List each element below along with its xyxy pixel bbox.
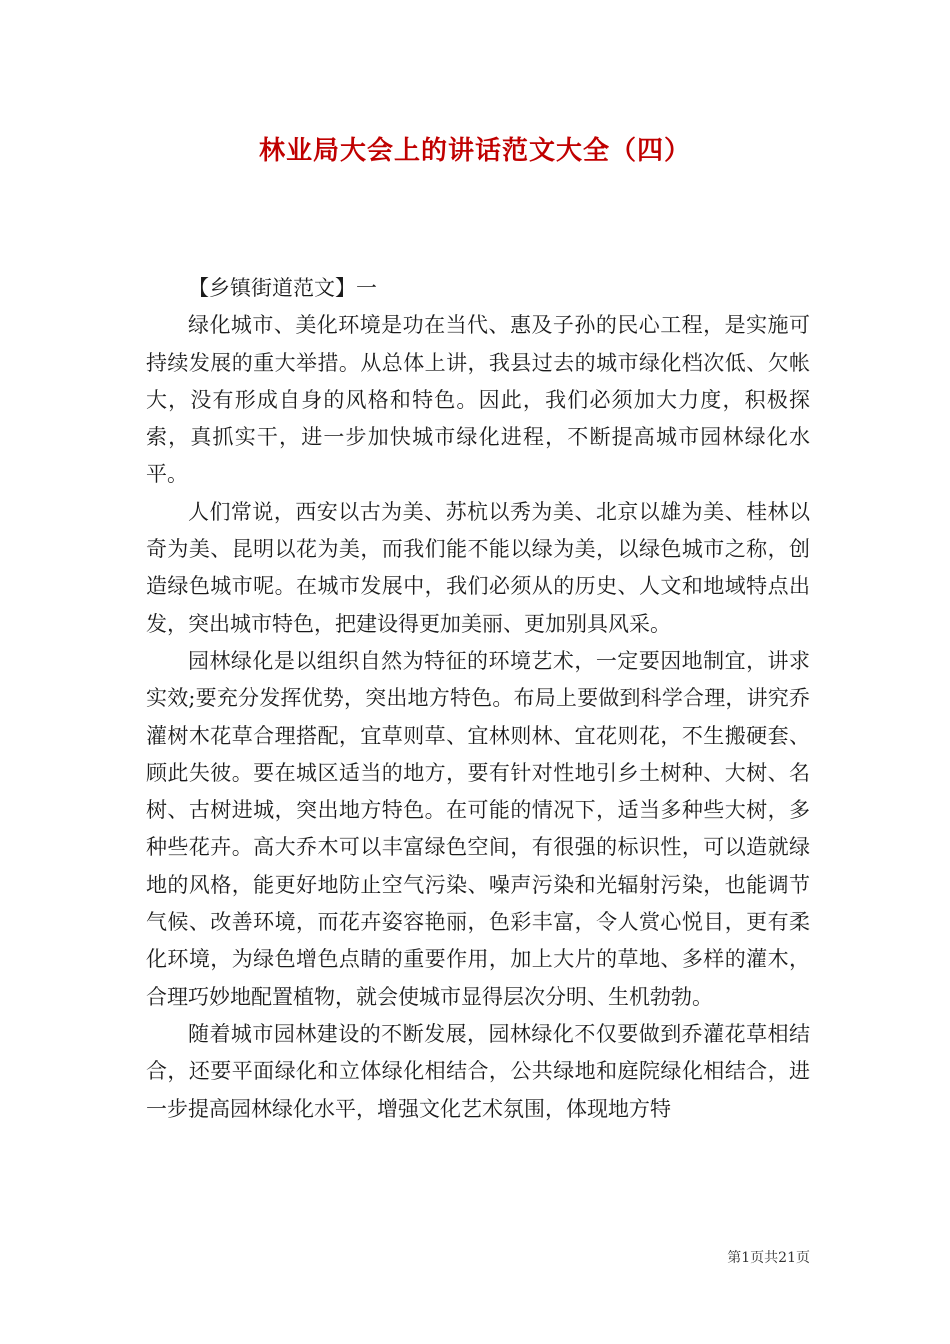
- footer-total-pages: 21: [778, 1250, 796, 1266]
- paragraph-4: 随着城市园林建设的不断发展，园林绿化不仅要做到乔灌花草相结合，还要平面绿化和立体绿化相结合，公共绿地和庭院绿化相结合，进一步提高园林绿化水平，增强文化艺术氛围，体现地方特: [146, 1021, 810, 1121]
- paragraph-1: 绿化城市、美化环境是功在当代、惠及子孙的民心工程，是实施可持续发展的重大举措。从总体上讲，我县过去的城市绿化档次低、欠帐大，没有形成自身的风格和特色。因此，我们必须加大力度，积极探索，真抓实干，进一步加快城市绿化进程，不断提高城市园林绿化水平。: [146, 313, 810, 487]
- paragraph-3: 园林绿化是以组织自然为特征的环境艺术，一定要因地制宜，讲求实效;要充分发挥优势，突出地方特色。布局上要做到科学合理，讲究乔灌树木花草合理搭配，宜草则草、宜林则林、宜花则花，不生搬硬套、顾此失彼。要在城区适当的地方，要有针对性地引乡土树种、大树、名树、古树进城，突出地方特色。在可能的情况下，适当多种些大树，多种些花卉。高大乔木可以丰富绿色空间，有很强的标识性，可以造就绿地的风格，能更好地防止空气污染、噪声污染和光辐射污染，也能调节气候、改善环境，而花卉姿容艳丽，色彩丰富，令人赏心悦目，更有柔化环境，为绿色增色点睛的重要作用，加上大片的草地、多样的灌木，合理巧妙地配置植物，就会使城市显得层次分明、生机勃勃。: [146, 648, 810, 1009]
- section-label: 【乡镇街道范文】一: [188, 276, 377, 300]
- footer-current-page: 1: [741, 1250, 751, 1266]
- footer-middle: 页共: [750, 1250, 779, 1266]
- document-title: 林业局大会上的讲话范文大全（四）: [258, 136, 691, 166]
- page-footer: [727, 1247, 810, 1267]
- footer-suffix: 页: [796, 1250, 810, 1266]
- document-body: [146, 270, 810, 1128]
- footer-prefix: 第: [727, 1250, 742, 1266]
- paragraph-2: 人们常说，西安以古为美、苏杭以秀为美、北京以雄为美、桂林以奇为美、昆明以花为美，而我们能不能以绿为美，以绿色城市之称，创造绿色城市呢。在城市发展中，我们必须从的历史、人文和地域特点出发，突出城市特色，把建设得更加美丽、更加别具风采。: [146, 499, 810, 636]
